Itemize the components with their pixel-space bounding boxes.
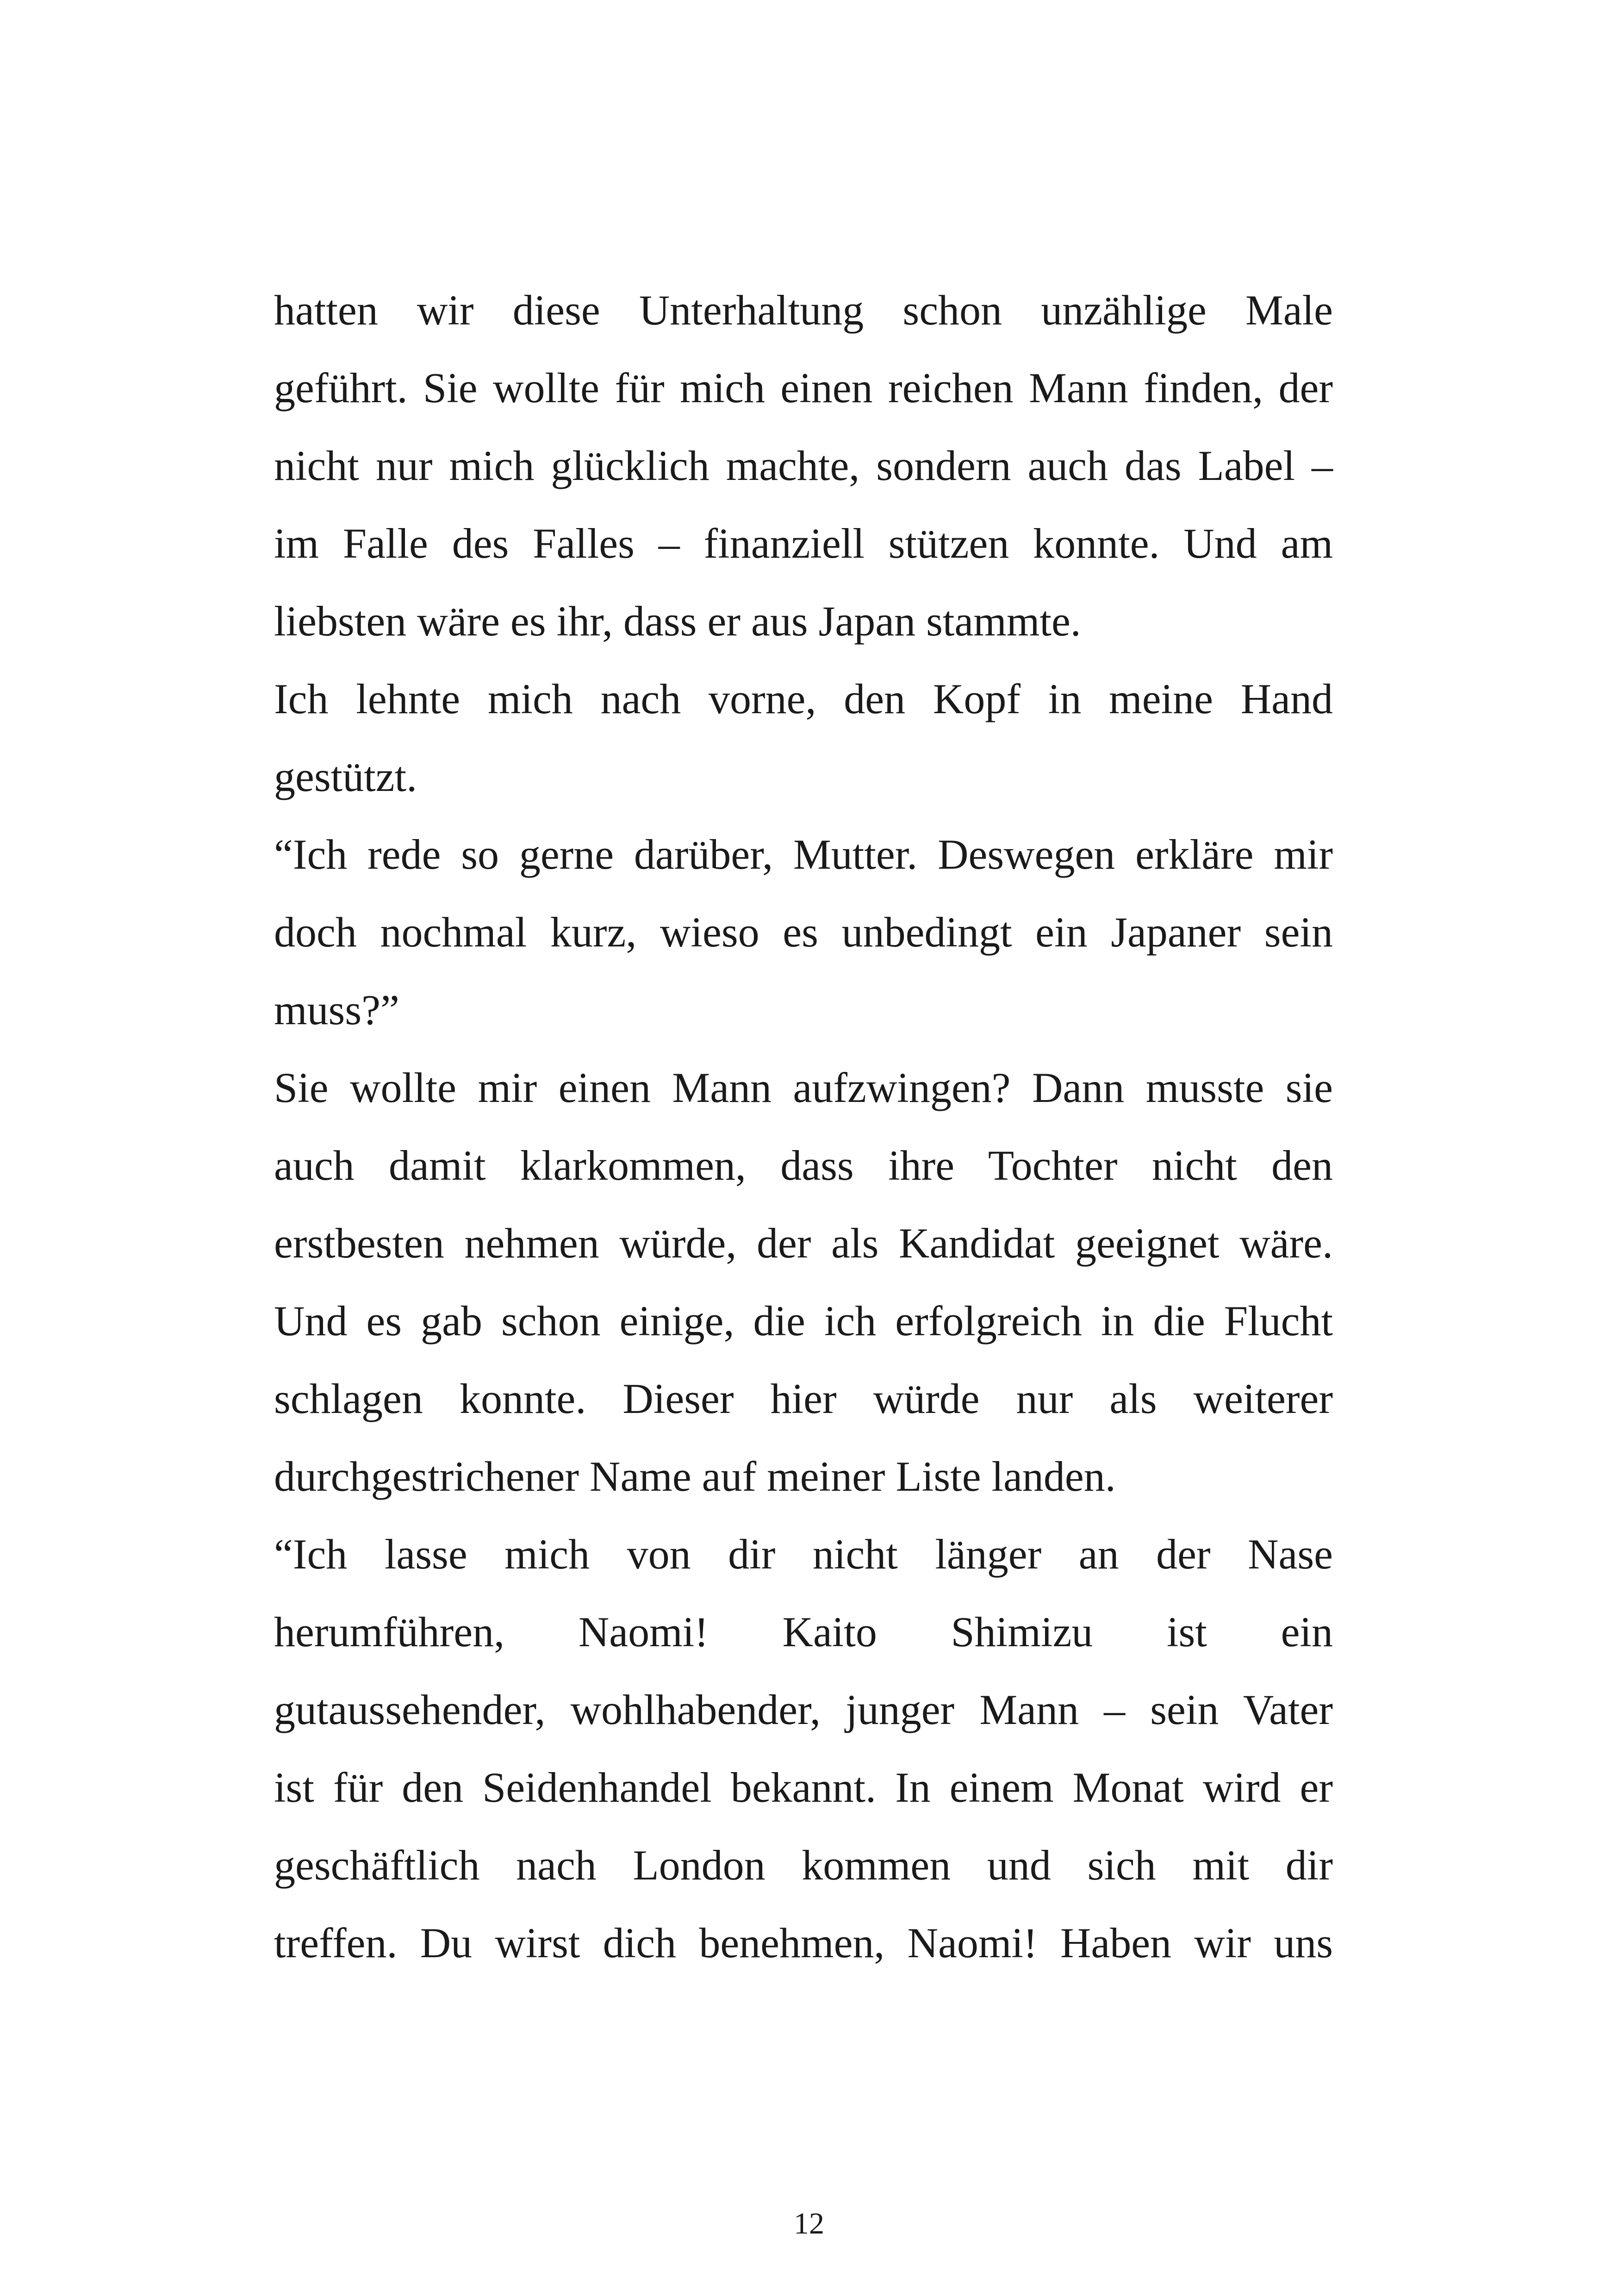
text-line: treffen. Du wirst dich benehmen, Naomi! Haben wir uns	[274, 1919, 1333, 1966]
text-line: Ich lehnte mich nach vorne, den Kopf in meine Hand	[274, 675, 1333, 722]
text-line: auch damit klarkommen, dass ihre Tochter nicht den	[274, 1142, 1333, 1189]
text-line: nicht nur mich glücklich machte, sondern auch das Label –	[274, 442, 1333, 489]
text-line: gestützt.	[274, 753, 417, 800]
page-number: 12	[794, 2207, 824, 2240]
text-line: durchgestrichener Name auf meiner Liste landen.	[274, 1453, 1116, 1500]
text-line: im Falle des Falles – finanziell stützen konnte. Und am	[274, 520, 1333, 567]
body-text	[274, 271, 1333, 1982]
text-line: erstbesten nehmen würde, der als Kandidat geeignet wäre.	[274, 1220, 1333, 1267]
text-line: gutaussehender, wohlhabender, junger Mann – sein Vater	[274, 1686, 1333, 1733]
text-line: ist für den Seidenhandel bekannt. In einem Monat wird er	[274, 1764, 1333, 1811]
text-line: “Ich rede so gerne darüber, Mutter. Deswegen erkläre mir	[274, 831, 1333, 878]
text-line: Sie wollte mir einen Mann aufzwingen? Dann musste sie	[274, 1064, 1333, 1111]
text-line: geschäftlich nach London kommen und sich mit dir	[274, 1842, 1333, 1889]
text-line: Und es gab schon einige, die ich erfolgreich in die Flucht	[274, 1297, 1333, 1344]
text-line: “Ich lasse mich von dir nicht länger an der Nase	[274, 1531, 1333, 1578]
text-line: hatten wir diese Unterhaltung schon unzählige Male	[274, 286, 1333, 334]
text-line: liebsten wäre es ihr, dass er aus Japan stammte.	[274, 597, 1081, 645]
text-line: muss?”	[274, 986, 399, 1033]
text-line: herumführen, Naomi! Kaito Shimizu ist ein	[274, 1608, 1333, 1655]
text-line: doch nochmal kurz, wieso es unbedingt ein Japaner sein	[274, 908, 1333, 956]
text-line: schlagen konnte. Dieser hier würde nur als weiterer	[274, 1375, 1333, 1422]
text-line: geführt. Sie wollte für mich einen reichen Mann finden, der	[274, 364, 1333, 411]
